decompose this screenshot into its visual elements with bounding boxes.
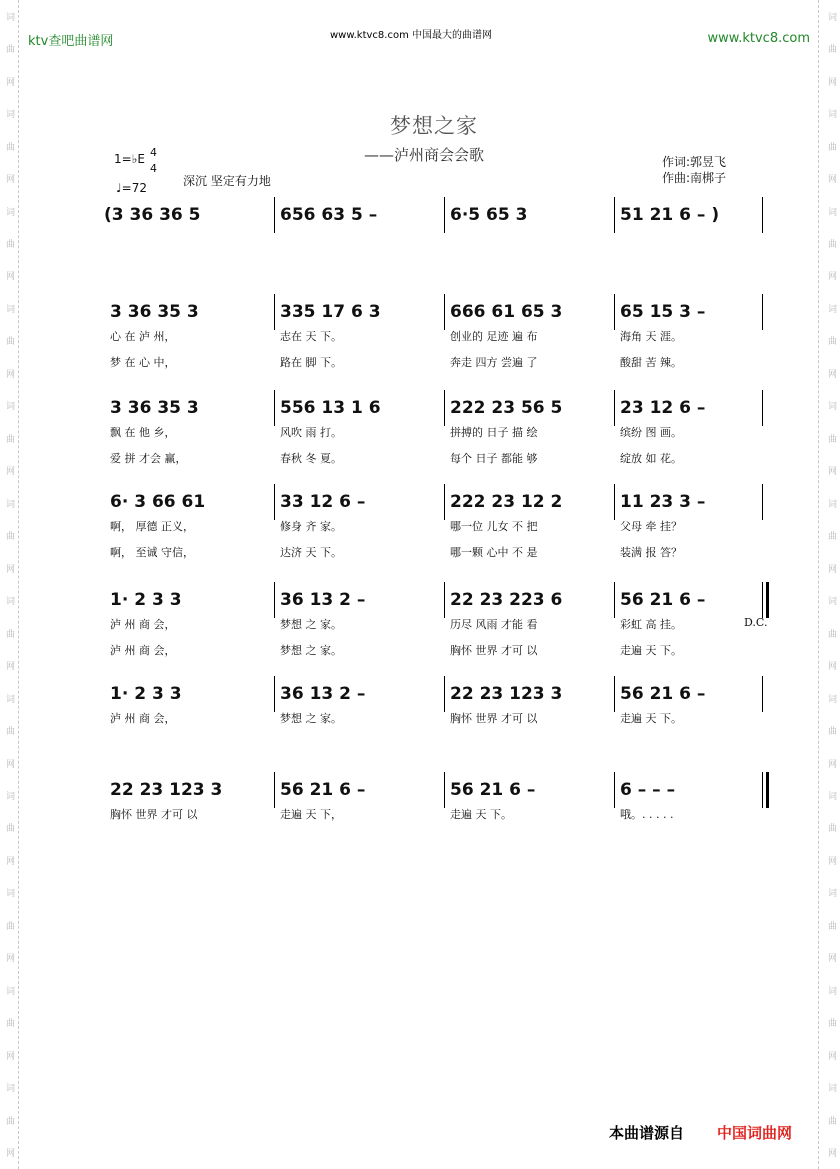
time-signature-bottom: 4 [150,162,157,175]
side-watermark-char: 网 [4,1148,14,1158]
side-watermark-char: 曲 [4,1018,14,1028]
side-watermark-char: 曲 [826,1018,836,1028]
bar-line [762,294,763,330]
side-watermark-char: 网 [826,1148,836,1158]
bar-line [274,676,275,712]
side-watermark-char: 网 [826,855,836,865]
header-site-right[interactable]: www.ktvc8.com [707,31,810,46]
lyric-verse-1: 志在 天 下。 [280,330,342,343]
left-page-border [18,0,19,1169]
side-watermark-char: 词 [826,596,836,606]
lyric-verse-1: 啊， 厚德 正义， [110,520,194,533]
measure-notes: 56 21 6 – [450,780,536,800]
lyric-verse-1: 彩虹 高 挂。 [620,618,682,631]
bar-line [444,772,445,808]
measure-notes: 22 23 223 6 [450,590,563,610]
expression-marking: 深沉 坚定有力地 [183,174,271,188]
lyric-verse-2: 走遍 天 下。 [620,644,682,657]
measure-notes: 36 13 2 – [280,590,366,610]
tempo-marking: ♩=72 [116,181,147,195]
side-watermark-char: 词 [4,888,14,898]
measure-notes: 51 21 6 – ) [620,205,720,225]
measure-notes: 656 63 5 – [280,205,378,225]
side-watermark-char: 网 [826,76,836,86]
measure-notes: 6·5 65 3 [450,205,528,225]
side-watermark-char: 曲 [826,141,836,151]
measure-notes: 666 61 65 3 [450,302,563,322]
side-watermark-char: 词 [4,401,14,411]
bar-line [762,484,763,520]
bar-line [614,676,615,712]
lyric-verse-1: 父母 牵 挂？ [620,520,682,533]
side-watermark-char: 网 [4,76,14,86]
side-watermark-char: 曲 [826,1115,836,1125]
lyric-verse-2: 梦 在 心 中， [110,356,176,369]
side-watermark-char: 网 [826,758,836,768]
side-watermark-char: 词 [826,303,836,313]
bar-line [274,582,275,618]
measure-notes: 222 23 56 5 [450,398,563,418]
side-watermark-char: 词 [4,303,14,313]
side-watermark-char: 网 [826,368,836,378]
measure-notes: 56 21 6 – [620,590,706,610]
side-watermark-char: 词 [4,498,14,508]
footer-source-label: 本曲谱源自 [609,1124,685,1142]
measure-notes: 22 23 123 3 [450,684,563,704]
measure-notes: 222 23 12 2 [450,492,563,512]
lyric-verse-2: 绽放 如 花。 [620,452,682,465]
side-watermark-char: 网 [826,953,836,963]
composer-credit: 作曲:南梆子 [662,171,727,185]
side-watermark-char: 网 [826,1050,836,1060]
side-watermark-char: 网 [4,855,14,865]
bar-line [762,772,763,808]
lyric-verse-1: 拼搏的 日子 描 绘 [450,426,538,439]
measure-notes: 1· 2 3 3 [110,590,182,610]
song-subtitle: ——泸州商会会歌 [364,146,485,164]
side-watermark-char: 曲 [4,726,14,736]
side-watermark-char: 词 [826,109,836,119]
side-watermark-char: 词 [4,206,14,216]
lyric-verse-2: 路在 脚 下。 [280,356,342,369]
measure-notes: 556 13 1 6 [280,398,381,418]
lyric-verse-1: 哪一位 儿女 不 把 [450,520,538,533]
lyric-verse-1: 走遍 天 下， [280,808,342,821]
lyric-verse-1: 梦想 之 家。 [280,712,342,725]
side-watermark-char: 曲 [826,726,836,736]
bar-line [614,772,615,808]
bar-line [444,390,445,426]
final-bar-line [766,582,769,618]
measure-notes: 33 12 6 – [280,492,366,512]
measure-notes: 3 36 35 3 [110,398,199,418]
bar-line [274,772,275,808]
side-watermark-char: 曲 [4,1115,14,1125]
side-watermark-char: 网 [4,758,14,768]
bar-line [444,294,445,330]
right-side-watermark [825,0,837,1169]
side-watermark-char: 词 [4,1083,14,1093]
side-watermark-char: 词 [826,693,836,703]
side-watermark-char: 词 [826,11,836,21]
measure-notes: 23 12 6 – [620,398,706,418]
side-watermark-char: 曲 [4,628,14,638]
side-watermark-char: 词 [4,596,14,606]
side-watermark-char: 词 [826,790,836,800]
side-watermark-char: 曲 [826,531,836,541]
lyric-verse-1: 泸 州 商 会， [110,712,176,725]
side-watermark-char: 词 [4,109,14,119]
bar-line [444,582,445,618]
side-watermark-char: 词 [826,401,836,411]
side-watermark-char: 词 [826,206,836,216]
bar-line [274,197,275,233]
side-watermark-char: 网 [4,563,14,573]
measure-notes: 65 15 3 – [620,302,706,322]
time-signature-top: 4 [150,146,157,159]
bar-line [444,484,445,520]
side-watermark-char: 曲 [4,823,14,833]
final-bar-line [766,772,769,808]
lyric-verse-2: 春秋 冬 夏。 [280,452,342,465]
side-watermark-char: 曲 [4,44,14,54]
bar-line [762,676,763,712]
measure-notes: 6 – – – [620,780,676,800]
bar-line [614,294,615,330]
key-signature: 1=♭E [114,152,145,166]
measure-notes: 56 21 6 – [280,780,366,800]
lyric-verse-2: 奔走 四方 尝遍 了 [450,356,538,369]
bar-line [444,676,445,712]
header-center-text: www.ktvc8.com 中国最大的曲谱网 [330,30,493,41]
left-side-watermark [3,0,15,1169]
measure-notes: 1· 2 3 3 [110,684,182,704]
bar-line [762,390,763,426]
measure-notes: 56 21 6 – [620,684,706,704]
lyric-verse-1: 走遍 天 下。 [450,808,512,821]
side-watermark-char: 曲 [4,531,14,541]
measure-notes: 11 23 3 – [620,492,706,512]
side-watermark-char: 词 [826,498,836,508]
header-site-left[interactable]: ktv查吧曲谱网 [28,34,114,49]
side-watermark-char: 词 [4,11,14,21]
bar-line [274,484,275,520]
bar-line [762,582,763,618]
lyric-verse-1: 走遍 天 下。 [620,712,682,725]
song-title: 梦想之家 [390,114,478,138]
side-watermark-char: 曲 [826,823,836,833]
bar-line [614,390,615,426]
lyric-verse-1: 泸 州 商 会， [110,618,176,631]
side-watermark-char: 网 [826,466,836,476]
bar-line [444,197,445,233]
side-watermark-char: 网 [826,174,836,184]
bar-line [614,582,615,618]
lyric-verse-2: 每个 日子 都能 够 [450,452,538,465]
measure-notes: 36 13 2 – [280,684,366,704]
side-watermark-char: 曲 [826,44,836,54]
side-watermark-char: 曲 [4,239,14,249]
side-watermark-char: 网 [826,661,836,671]
side-watermark-char: 网 [826,563,836,573]
lyric-verse-1: 历尽 风雨 才能 看 [450,618,538,631]
side-watermark-char: 词 [4,790,14,800]
bar-line [274,390,275,426]
lyric-verse-2: 酸甜 苦 辣。 [620,356,682,369]
side-watermark-char: 曲 [826,628,836,638]
lyricist-credit: 作词:郭昱飞 [662,155,727,169]
lyric-verse-2: 装满 报 答？ [620,546,682,559]
lyric-verse-1: 胸怀 世界 才可 以 [450,712,538,725]
lyric-verse-2: 泸 州 商 会， [110,644,176,657]
lyric-verse-1: 胸怀 世界 才可 以 [110,808,198,821]
right-page-border [818,0,819,1169]
side-watermark-char: 网 [4,466,14,476]
lyric-verse-1: 缤纷 图 画。 [620,426,682,439]
lyric-verse-2: 达济 天 下。 [280,546,342,559]
side-watermark-char: 网 [826,271,836,281]
side-watermark-char: 词 [826,1083,836,1093]
side-watermark-char: 曲 [826,239,836,249]
lyric-verse-1: 修身 齐 家。 [280,520,342,533]
dc-marking: D.C. [744,616,768,629]
lyric-verse-1: 海角 天 涯。 [620,330,682,343]
side-watermark-char: 曲 [826,336,836,346]
side-watermark-char: 曲 [826,920,836,930]
side-watermark-char: 曲 [4,433,14,443]
lyric-verse-2: 哪一颗 心中 不 是 [450,546,538,559]
measure-notes: (3 36 36 5 [104,205,201,225]
lyric-verse-1: 心 在 泸 州， [110,330,176,343]
measure-notes: 335 17 6 3 [280,302,381,322]
side-watermark-char: 网 [4,271,14,281]
side-watermark-char: 词 [4,985,14,995]
bar-line [762,197,763,233]
side-watermark-char: 曲 [4,336,14,346]
lyric-verse-2: 啊， 至诚 守信， [110,546,194,559]
bar-line [614,197,615,233]
lyric-verse-1: 飘 在 他 乡， [110,426,176,439]
side-watermark-char: 网 [4,1050,14,1060]
measure-notes: 3 36 35 3 [110,302,199,322]
side-watermark-char: 网 [4,953,14,963]
side-watermark-char: 曲 [4,141,14,151]
side-watermark-char: 曲 [4,920,14,930]
side-watermark-char: 曲 [826,433,836,443]
lyric-verse-2: 胸怀 世界 才可 以 [450,644,538,657]
measure-notes: 6· 3 66 61 [110,492,206,512]
side-watermark-char: 词 [826,985,836,995]
side-watermark-char: 词 [826,888,836,898]
lyric-verse-1: 风吹 雨 打。 [280,426,342,439]
lyric-verse-1: 梦想 之 家。 [280,618,342,631]
bar-line [614,484,615,520]
lyric-verse-2: 爱 拼 才会 赢， [110,452,187,465]
lyric-verse-1: 创业的 足迹 遍 布 [450,330,538,343]
side-watermark-char: 网 [4,368,14,378]
lyric-verse-1: 哦。. . . . . [620,808,674,821]
footer-source-site[interactable]: 中国词曲网 [717,1124,793,1142]
bar-line [274,294,275,330]
side-watermark-char: 词 [4,693,14,703]
measure-notes: 22 23 123 3 [110,780,223,800]
lyric-verse-2: 梦想 之 家。 [280,644,342,657]
side-watermark-char: 网 [4,174,14,184]
side-watermark-char: 网 [4,661,14,671]
